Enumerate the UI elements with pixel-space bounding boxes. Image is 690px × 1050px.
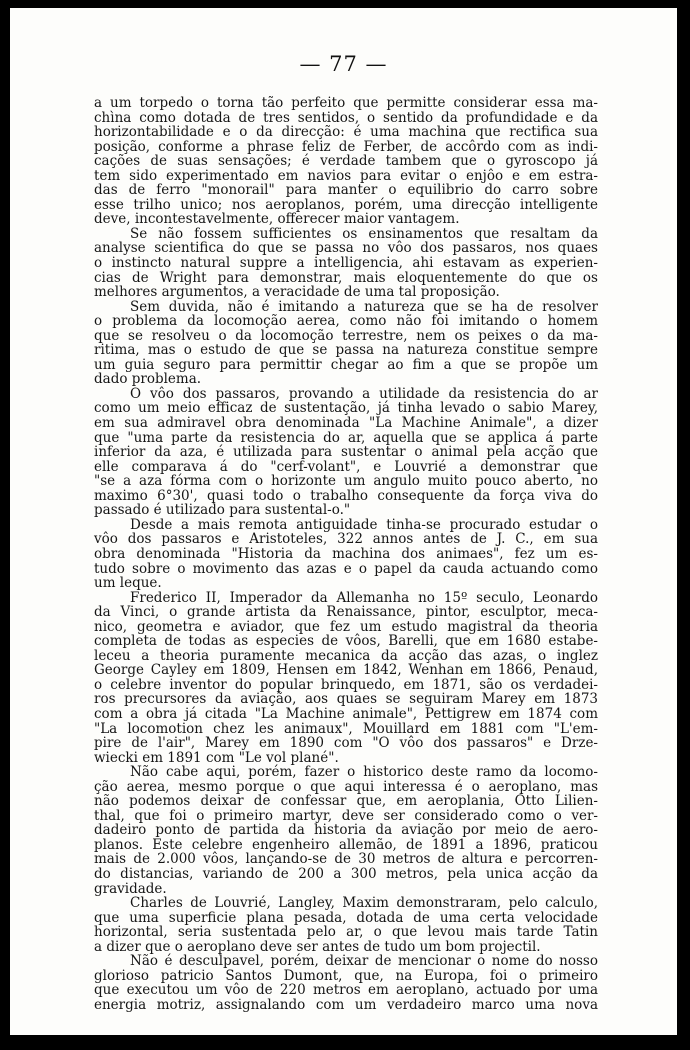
text-line: tem sido experimentado em navios para evitar o enjôo e em estra- xyxy=(94,167,598,184)
page xyxy=(10,8,677,1035)
text-line: das de ferro "monorail" para manter o equilibrio do carro sobre xyxy=(94,182,598,199)
text-line: analyse scientifica do que se passa no vôo dos passaros, nos quaes xyxy=(94,240,598,257)
text-line: Desde a mais remota antiguidade tinha-se procurado estudar o xyxy=(130,516,598,533)
text-line: posição, conforme a phrase feliz de Ferber, de accôrdo com as indi- xyxy=(94,138,598,155)
text-line: Não cabe aqui, porém, fazer o historico deste ramo da locomo- xyxy=(130,764,598,781)
text-line: dadeiro ponto de partida da historia da aviação por meio de aero- xyxy=(94,822,598,839)
paragraph xyxy=(94,387,598,518)
paragraph xyxy=(94,765,598,896)
text-line: Charles de Louvrié, Langley, Maxim demonstraram, pelo calculo, xyxy=(130,895,598,912)
text-line: do distancias, variando de 200 a 300 metros, pela unica acção da xyxy=(94,865,598,882)
paragraph xyxy=(94,591,598,766)
text-line: Sem duvida, não é imitando a natureza que se ha de resolver xyxy=(130,298,598,315)
text-line: ção aerea, mesmo porque o que aqui interessa é o aeroplano, mas xyxy=(94,778,598,795)
text-line: inferior da aza, é utilizada para sustentar o animal pela acção que xyxy=(94,444,598,461)
paragraph xyxy=(94,227,598,300)
paragraph xyxy=(94,518,598,591)
text-line: com a obra já citada "La Machine animale", Pettigrew em 1874 com xyxy=(94,705,598,722)
text-line: mais de 2.000 vôos, lançando-se de 30 metros de altura e percorren- xyxy=(94,851,598,868)
text-line: ritima, mas o estudo de que se passa na natureza constitue sempre xyxy=(94,342,598,359)
text-line: que uma superficie plana pesada, dotada de uma certa velocidade xyxy=(94,909,598,926)
text-line: cias de Wright para demonstrar, mais eloquentemente do que os xyxy=(94,269,598,286)
text-line: melhores argumentos, a veracidade de uma tal proposição. xyxy=(94,284,500,301)
text-line: dado problema. xyxy=(94,371,202,388)
text-line: tudo sobre o movimento das azas e o papel da cauda actuando como xyxy=(94,560,598,577)
text-line: esse trilho unico; nos aeroplanos, porém, uma direcção intelligente xyxy=(94,196,598,213)
text-line: um guia seguro para permittir chegar ao fim a que se propõe um xyxy=(94,356,598,373)
text-line: em sua admiravel obra denominada "La Machine Animale", a dizer xyxy=(94,415,598,432)
text-line: que executou um vôo de 220 metros em aeroplano, actuado por uma xyxy=(94,982,598,999)
text-line: planos. Este celebre engenheiro allemão, de 1891 a 1896, praticou xyxy=(94,836,598,853)
text-line: pire de l'air", Marey em 1890 com "O vôo dos passaros" e Drze- xyxy=(94,735,598,752)
text-line: completa de todas as especies de vôos, Barelli, que em 1680 estabe- xyxy=(94,633,598,650)
text-line: O vôo dos passaros, provando a utilidade da resistencia do ar xyxy=(130,385,598,402)
text-line: horizontal, seria sustentada pelo ar, o que levou mais tarde Tatin xyxy=(94,924,598,941)
text-line: que "uma parte da resistencia do ar, aquella que se applica á parte xyxy=(94,429,598,446)
text-line: Frederico II, Imperador da Allemanha no 15º seculo, Leonardo xyxy=(130,589,598,606)
text-line: o instincto natural suppre a intelligencia, ahi estavam as experien- xyxy=(94,255,598,272)
text-line: obra denominada "Historia da machina dos animaes", fez um es- xyxy=(94,545,598,562)
text-line: não podemos deixar de confessar que, em aeroplania, Otto Lilien- xyxy=(94,793,598,810)
text-line: energia motriz, assignalando com um verdadeiro marco uma nova xyxy=(94,996,598,1013)
text-line: a dizer que o aeroplano deve ser antes de tudo um bom projectil. xyxy=(94,938,541,955)
text-line: wiecki em 1891 com "Le vol plané". xyxy=(94,749,339,766)
text-line: nico, geometra e aviador, que fez um estudo magistral da theoria xyxy=(94,618,598,635)
paragraph xyxy=(94,96,598,227)
text-line: Se não fossem sufficientes os ensinamentos que resaltam da xyxy=(130,225,598,242)
page-number: — 77 — xyxy=(299,52,388,76)
text-line: elle comparava á do "cerf-volant", e Louvrié a demonstrar que xyxy=(94,458,598,475)
text-line: gravidade. xyxy=(94,880,167,897)
text-line: Não é desculpavel, porém, deixar de mencionar o nome do nosso xyxy=(130,953,598,970)
text-line: deve, incontestavelmente, offerecer maior vantagem. xyxy=(94,211,460,228)
text-line: cações de suas sensações; é verdade tambem que o gyroscopo já xyxy=(94,153,598,170)
paragraph xyxy=(94,954,598,1012)
text-line: como um meio efficaz de sustentação, já tinha levado o sabio Marey, xyxy=(94,400,598,417)
text-line: a um torpedo o torna tão perfeito que permitte considerar essa ma- xyxy=(94,95,598,111)
text-line: maximo 6°30', quasi todo o trabalho consequente da força viva do xyxy=(94,487,598,504)
text-line: George Cayley em 1809, Hensen em 1842, Wenhan em 1866, Penaud, xyxy=(94,662,598,679)
text-line: chìna como dotada de tres sentidos, o sentido da profundidade e da xyxy=(94,109,598,126)
text-line: thal, que foi o primeiro martyr, deve ser considerado como o ver- xyxy=(94,807,598,824)
paragraph xyxy=(94,896,598,954)
text-line: vôo dos passaros e Aristoteles, 322 annos antes de J. C., em sua xyxy=(94,531,598,548)
text-line: glorioso patricio Santos Dumont, que, na Europa, foi o primeiro xyxy=(94,967,598,984)
text-line: "se a aza fórma com o horizonte um angulo muito pouco aberto, no xyxy=(94,473,598,490)
text-line: da Vinci, o grande artista da Renaissance, pintor, esculptor, meca- xyxy=(94,604,598,621)
body-text xyxy=(94,96,598,1012)
text-line: que se resolveu o da locomoção terrestre, nem os peixes o da ma- xyxy=(94,327,598,344)
text-line: passado é utilizado para sustental-o." xyxy=(94,502,351,519)
text-line: ros precursores da aviação, aos quaes se seguiram Marey em 1873 xyxy=(94,691,598,708)
paragraph xyxy=(94,300,598,387)
text-line: "La locomotion chez les animaux", Mouillard em 1881 com "L'em- xyxy=(94,720,598,737)
text-line: o problema da locomoção aerea, como não foi imitando o homem xyxy=(94,313,598,330)
text-line: leceu a theoria puramente mecanica da acção das azas, o inglez xyxy=(94,647,598,664)
text-line: um leque. xyxy=(94,575,162,592)
text-line: horizontabilidade e o da direcção: é uma machina que rectifica sua xyxy=(94,124,598,141)
text-line: o celebre inventor do popular brinquedo, em 1871, são os verdadei- xyxy=(94,676,598,693)
